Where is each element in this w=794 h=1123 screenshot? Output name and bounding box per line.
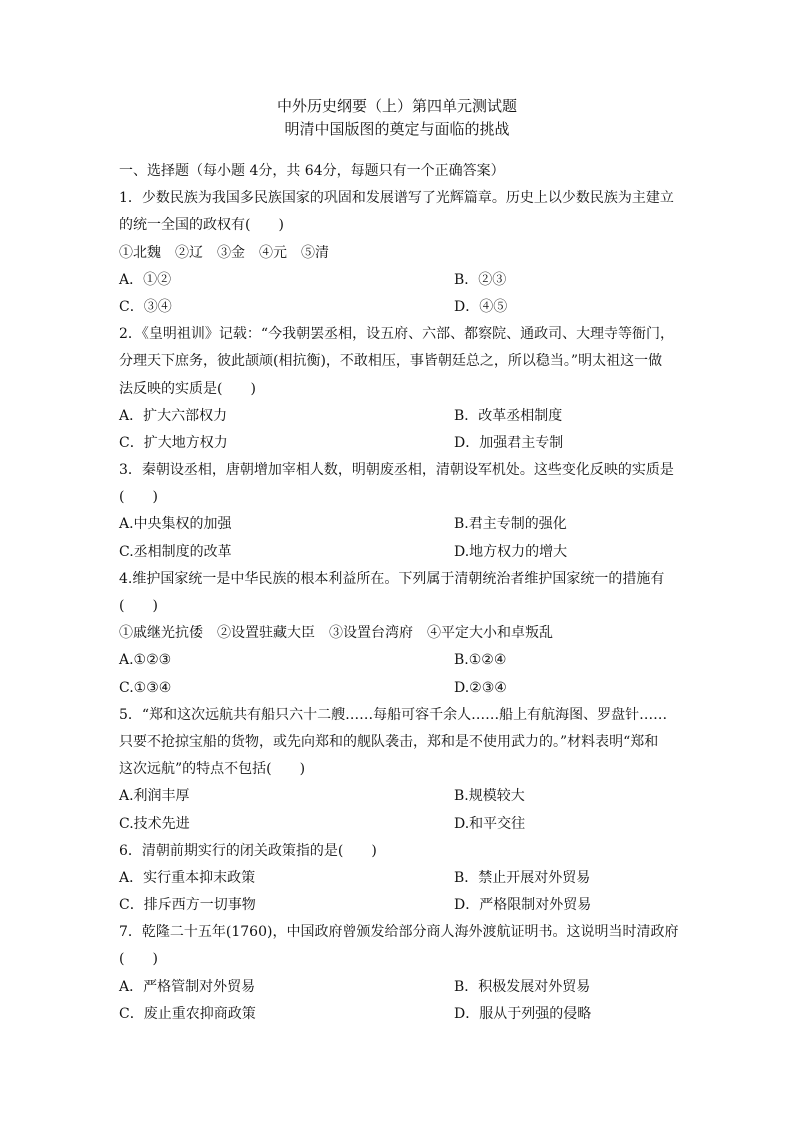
option-d: D．服从于列强的侵略 [454, 1005, 592, 1022]
option-c: C．废止重农抑商政策 [119, 1005, 256, 1022]
option-row [119, 865, 679, 892]
option-row [119, 430, 679, 457]
option-d: D．加强君主专制 [454, 434, 564, 451]
option-row [119, 892, 679, 919]
question-text: ( ) [119, 598, 158, 614]
option-a: A．扩大六部权力 [119, 407, 228, 424]
question [119, 185, 679, 321]
question-items: ①北魏 ②辽 ③金 ④元 ⑤清 [119, 244, 329, 261]
question-items: ①戚继光抗倭 ②设置驻藏大臣 ③设置台湾府 ④平定大小和卓叛乱 [119, 625, 553, 642]
option-b: B．改革丞相制度 [454, 407, 563, 424]
option-b: B．②③ [454, 271, 507, 288]
option-d: D.和平交往 [454, 815, 526, 832]
option-d: D．④⑤ [454, 298, 508, 315]
option-a: A．严格管制对外贸易 [119, 978, 256, 995]
option-row [119, 974, 679, 1001]
question-text: 这次远航”的特点不包括( ) [119, 761, 306, 778]
question [119, 566, 679, 702]
question [119, 838, 679, 920]
section-heading: 一、选择题（每小题 4分，共 64分，每题只有一个正确答案） [119, 163, 505, 179]
option-c: C.①③④ [119, 679, 172, 696]
question-list [119, 158, 679, 1028]
option-row [119, 783, 679, 810]
question-text: 法反映的实质是( ) [119, 380, 256, 397]
option-row [119, 675, 679, 702]
option-b: B．禁止开展对外贸易 [454, 869, 591, 886]
option-row [119, 403, 679, 430]
option-d: D．严格限制对外贸易 [454, 897, 592, 914]
question-text: 2．《皇明祖训》记载：“今我朝罢丞相，设五府、六部、都察院、通政司、大理寺等衙门， [119, 326, 675, 343]
page-title: 中外历史纲要（上）第四单元测试题 [276, 97, 517, 115]
question-text: 的统一全国的政权有( ) [119, 217, 284, 234]
option-row [119, 511, 679, 538]
option-a: A.中央集权的加强 [119, 516, 232, 533]
question-text: 只要不抢掠宝船的货物，或先向郑和的舰队袭击，郑和是不使用武力的。”材料表明“郑和 [119, 733, 659, 750]
question-text: 4.维护国家统一是中华民族的根本利益所在。下列属于清朝统治者维护国家统一的措施有 [119, 570, 665, 587]
option-d: D.②③④ [454, 679, 507, 696]
question-text: 6．清朝前期实行的闭关政策指的是( ) [119, 842, 377, 859]
question [119, 702, 679, 838]
option-row [119, 267, 679, 294]
question [119, 919, 679, 1028]
option-c: C.丞相制度的改革 [119, 543, 232, 560]
option-row [119, 539, 679, 566]
question [119, 321, 679, 457]
question-text: 5．“郑和这次远航共有船只六十二艘……每船可容千余人……船上有航海图、罗盘针…… [119, 706, 668, 723]
question-text: 分理天下庶务，彼此颉颃(相抗衡)，不敢相压，事皆朝廷总之，所以稳当。”明太祖这一做 [119, 353, 663, 370]
option-c: C．③④ [119, 298, 172, 315]
question-text: ( ) [119, 489, 158, 506]
option-b: B.君主专制的强化 [454, 516, 567, 533]
option-row [119, 811, 679, 838]
option-b: B．积极发展对外贸易 [454, 978, 591, 995]
option-c: C．扩大地方权力 [119, 434, 228, 451]
question-text: 3．秦朝设丞相，唐朝增加宰相人数，明朝废丞相，清朝设军机处。这些变化反映的实质是 [119, 462, 674, 479]
question [119, 457, 679, 566]
option-c: C．排斥西方一切事物 [119, 897, 256, 914]
option-b: B.①②④ [454, 652, 507, 669]
option-c: C.技术先进 [119, 815, 190, 832]
question-text: 1．少数民族为我国多民族国家的巩固和发展谱写了光辉篇章。历史上以少数民族为主建立 [119, 190, 674, 207]
option-row [119, 647, 679, 674]
option-b: B.规模较大 [454, 788, 525, 805]
option-row [119, 294, 679, 321]
option-d: D.地方权力的增大 [454, 543, 568, 560]
option-a: A．①② [119, 271, 172, 288]
option-row [119, 1001, 679, 1028]
question-text: ( ) [119, 951, 158, 968]
question-text: 7．乾隆二十五年(1760)，中国政府曾颁发给部分商人海外渡航证明书。这说明当时清政府 [119, 924, 679, 941]
option-a: A.①②③ [119, 652, 172, 669]
option-a: A.利润丰厚 [119, 788, 190, 805]
page-subtitle: 明清中国版图的奠定与面临的挑战 [284, 120, 510, 138]
option-a: A．实行重本抑末政策 [119, 869, 256, 886]
